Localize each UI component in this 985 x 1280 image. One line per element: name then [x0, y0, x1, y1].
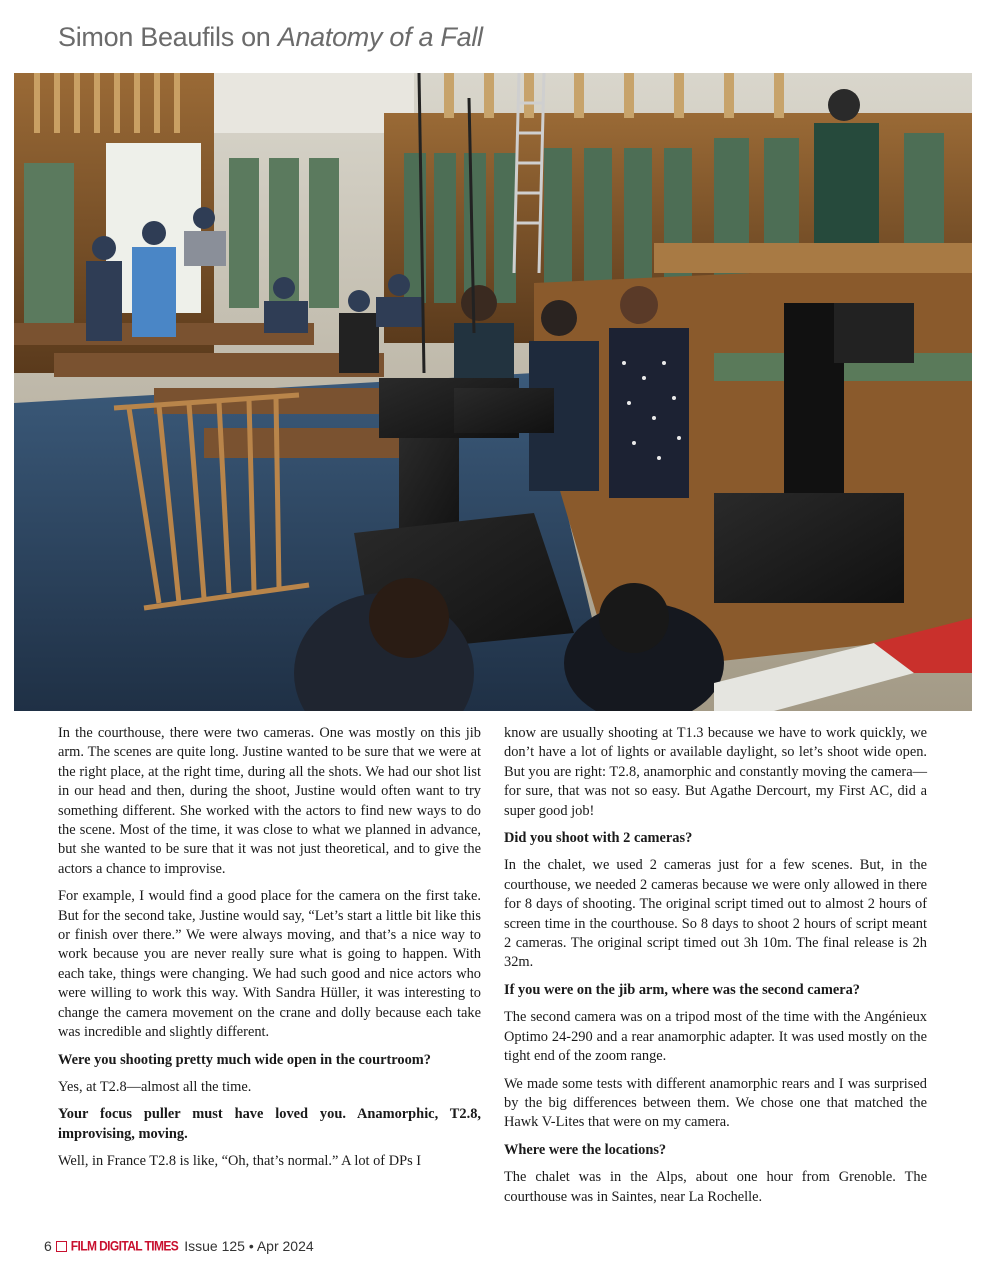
right-text-column — [504, 724, 927, 1215]
interview-question: Were you shooting pretty much wide open in the courtroom? — [58, 1051, 431, 1068]
film-set-photo — [14, 73, 972, 711]
paragraph: The chalet was in the Alps, about one hour from Grenoble. The courthouse was in Saintes, near La Rochelle. — [504, 1169, 927, 1205]
paragraph: In the chalet, we used 2 cameras just for a few scenes. But, in the courthouse, we needed 2 cameras because we were only allowed in there for 8 days of shooting. The original script timed out to almost 2 hours of screen time in the courthouse. So 8 days to shoot 2 hours of script meant 2 cameras. The original script timed out 3h 10m. The final release is 2h 32m. — [504, 857, 927, 971]
paragraph: We made some tests with different anamorphic rears and I was surprised by the big differences between them. We chose one that matched the Hawk V-Lites that were on my camera. — [504, 1075, 927, 1131]
paragraph: know are usually shooting at T1.3 because we have to work quickly, we don’t have a lot of lights or available daylight, so let’s shoot wide open. But you are right: T2.8, anamorphic and constantly moving the camera—for sure, that was not so easy. But Agathe Dercourt, my First AC, did a super good job! — [504, 725, 927, 819]
page-footer — [44, 1236, 314, 1256]
paragraph: Yes, at T2.8—almost all the time. — [58, 1078, 252, 1095]
interview-question: Where were the locations? — [504, 1141, 667, 1158]
paragraph: The second camera was on a tripod most of the time with the Angénieux Optimo 24-290 and a rear anamorphic adapter. It was used mostly on the tight end of the zoom range. — [504, 1009, 927, 1065]
left-text-column — [58, 724, 481, 1180]
page-title-film: Anatomy of a Fall — [277, 22, 483, 52]
paragraph: For example, I would find a good place for the camera on the first take. But for the second take, Justine would say, “Let’s start a little bit like this or finish over there.” We were always moving, and that’s a nice way to work because you are never really sure what is going to happen. With each take, things were changing. We had such good and nice actors who were willing to work this way. With Sandra Hüller, it was interesting to change the camera movement on the crane and dolly because each take was incredible and slightly different. — [58, 888, 481, 1041]
issue-info: Issue 125 • Apr 2024 — [184, 1238, 314, 1254]
interview-question: If you were on the jib arm, where was the second camera? — [504, 981, 860, 998]
brand-square-icon — [56, 1241, 67, 1252]
page-title — [58, 22, 483, 53]
paragraph: In the courthouse, there were two cameras. One was mostly on this jib arm. The scenes are quite long. Justine wanted to be sure that we were at the right place, at the right time, during all the shots. We had our shot list in our head and then, during the shoot, Justine would often want to try something different. She worked with the actors to find new ways to do the scene. Most of the time, it was close to what we planned in advance, but she wanted to be sure that it was not just theoretical, and to give the actors a chance to improvise. — [58, 725, 481, 877]
courtroom-photo-illustration — [14, 73, 972, 711]
page-number: 6 — [44, 1238, 52, 1254]
paragraph: Well, in France T2.8 is like, “Oh, that’s normal.” A lot of DPs I — [58, 1153, 422, 1170]
interview-question: Your focus puller must have loved you. Anamorphic, T2.8, improvising, moving. — [58, 1106, 481, 1142]
brand-logo: FILM DIGITAL TIMES — [70, 1237, 179, 1255]
interview-question: Did you shoot with 2 cameras? — [504, 830, 693, 847]
page-title-author: Simon Beaufils on — [58, 22, 278, 52]
